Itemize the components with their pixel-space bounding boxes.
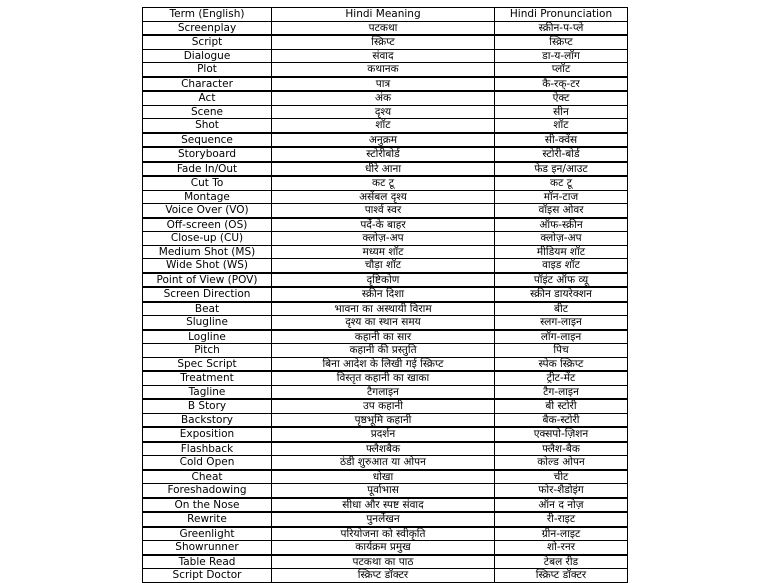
term-english-cell: Exposition: [143, 427, 272, 442]
term-english-cell: Treatment: [143, 371, 272, 385]
hindi-pronunciation-cell: पिच: [495, 344, 628, 358]
term-english-cell: Greenlight: [143, 527, 272, 541]
hindi-meaning-cell: भावना का अस्थायी विराम: [272, 302, 495, 316]
term-english-cell: Backstory: [143, 413, 272, 427]
term-english-cell: Character: [143, 77, 272, 92]
term-english-cell: Fade In/Out: [143, 162, 272, 177]
term-english-cell: Table Read: [143, 555, 272, 569]
table-row: [143, 176, 628, 190]
term-english-cell: Medium Shot (MS): [143, 245, 272, 259]
hindi-meaning-cell: धीरे आना: [272, 162, 495, 177]
hindi-pronunciation-cell: कै-रक्-टर: [495, 77, 628, 92]
table-row: [143, 119, 628, 133]
term-english-cell: Plot: [143, 63, 272, 77]
hindi-meaning-cell: पृष्ठभूमि कहानी: [272, 413, 495, 427]
table-row: [143, 456, 628, 470]
hindi-pronunciation-cell: लॉग-लाइन: [495, 330, 628, 344]
hindi-meaning-cell: दृष्टिकोण: [272, 273, 495, 288]
term-english-cell: Shot: [143, 119, 272, 133]
table-row: [143, 21, 628, 35]
hindi-pronunciation-cell: पॉइंट ऑफ व्यू: [495, 273, 628, 288]
hindi-pronunciation-cell: ऑन द नोज़: [495, 498, 628, 513]
hindi-meaning-cell: टैगलाइन: [272, 385, 495, 399]
term-english-cell: Script Doctor: [143, 569, 272, 583]
hindi-pronunciation-cell: कट टू: [495, 176, 628, 190]
table-row: [143, 413, 628, 427]
hindi-pronunciation-cell: री-राइट: [495, 512, 628, 527]
hindi-meaning-cell: स्क्रिप्ट: [272, 35, 495, 49]
table-header-row: [143, 8, 628, 22]
table-row: [143, 527, 628, 541]
hindi-meaning-cell: शॉट: [272, 119, 495, 133]
header-hindi-pronunciation: Hindi Pronunciation: [495, 8, 628, 22]
hindi-meaning-cell: अंक: [272, 91, 495, 105]
hindi-pronunciation-cell: मॉन-टाज: [495, 190, 628, 204]
hindi-pronunciation-cell: स्क्रिप्ट डॉक्टर: [495, 569, 628, 583]
hindi-meaning-cell: संवाद: [272, 49, 495, 63]
table-row: [143, 218, 628, 232]
hindi-meaning-cell: प्रदर्शन: [272, 427, 495, 442]
table-row: [143, 204, 628, 218]
term-english-cell: Act: [143, 91, 272, 105]
hindi-pronunciation-cell: मीडियम शॉट: [495, 245, 628, 259]
table-row: [143, 498, 628, 513]
table-row: [143, 133, 628, 148]
table-row: [143, 190, 628, 204]
hindi-pronunciation-cell: फ्लैश-बैक: [495, 442, 628, 456]
table-row: [143, 77, 628, 92]
hindi-meaning-cell: विस्तृत कहानी का खाका: [272, 371, 495, 385]
hindi-meaning-cell: पटकथा का पाठ: [272, 555, 495, 569]
hindi-meaning-cell: ठंडी शुरुआत या ओपन: [272, 456, 495, 470]
term-english-cell: Scene: [143, 105, 272, 119]
table-row: [143, 344, 628, 358]
table-row: [143, 316, 628, 330]
table-row: [143, 105, 628, 119]
hindi-meaning-cell: सीधा और स्पष्ट संवाद: [272, 498, 495, 513]
hindi-meaning-cell: पार्श्व स्वर: [272, 204, 495, 218]
hindi-pronunciation-cell: क्लोज़-अप: [495, 232, 628, 246]
term-english-cell: Beat: [143, 302, 272, 316]
hindi-pronunciation-cell: सी-क्वेंस: [495, 133, 628, 148]
term-english-cell: Spec Script: [143, 357, 272, 371]
term-table-container: [142, 7, 628, 583]
table-row: [143, 385, 628, 399]
term-english-cell: Tagline: [143, 385, 272, 399]
hindi-meaning-cell: पात्र: [272, 77, 495, 92]
hindi-pronunciation-cell: स्क्रीन-प-प्ले: [495, 21, 628, 35]
table-row: [143, 555, 628, 569]
hindi-meaning-cell: पटकथा: [272, 21, 495, 35]
header-hindi-meaning: Hindi Meaning: [272, 8, 495, 22]
hindi-meaning-cell: बिना आदेश के लिखी गई स्क्रिप्ट: [272, 357, 495, 371]
hindi-meaning-cell: पर्दे-के बाहर: [272, 218, 495, 232]
hindi-meaning-cell: कट टू: [272, 176, 495, 190]
table-row: [143, 35, 628, 49]
hindi-pronunciation-cell: स्टोरी-बोर्ड: [495, 147, 628, 162]
table-row: [143, 330, 628, 344]
hindi-meaning-cell: परियोजना को स्वीकृति: [272, 527, 495, 541]
hindi-meaning-cell: कार्यक्रम प्रमुख: [272, 541, 495, 555]
term-english-cell: Screenplay: [143, 21, 272, 35]
hindi-pronunciation-cell: फेड इन/आउट: [495, 162, 628, 177]
hindi-meaning-cell: पुनर्लेखन: [272, 512, 495, 527]
hindi-pronunciation-cell: कोल्ड ओपन: [495, 456, 628, 470]
term-english-cell: Sequence: [143, 133, 272, 148]
hindi-pronunciation-cell: वाइड शॉट: [495, 259, 628, 273]
hindi-meaning-cell: पूर्वाभास: [272, 484, 495, 498]
hindi-meaning-cell: अनुक्रम: [272, 133, 495, 148]
term-english-cell: Rewrite: [143, 512, 272, 527]
hindi-meaning-cell: क्लोज़-अप: [272, 232, 495, 246]
term-english-cell: Slugline: [143, 316, 272, 330]
table-row: [143, 232, 628, 246]
hindi-meaning-cell: स्टोरीबोर्ड: [272, 147, 495, 162]
term-english-cell: Cut To: [143, 176, 272, 190]
table-body: [143, 21, 628, 582]
table-row: [143, 287, 628, 302]
table-row: [143, 245, 628, 259]
term-english-cell: Showrunner: [143, 541, 272, 555]
term-english-cell: B Story: [143, 399, 272, 413]
term-english-cell: Wide Shot (WS): [143, 259, 272, 273]
table-row: [143, 541, 628, 555]
hindi-meaning-cell: फ्लैशबैक: [272, 442, 495, 456]
hindi-meaning-cell: चौड़ा शॉट: [272, 259, 495, 273]
table-row: [143, 442, 628, 456]
table-row: [143, 512, 628, 527]
hindi-pronunciation-cell: ऑफ-स्क्रीन: [495, 218, 628, 232]
table-row: [143, 470, 628, 484]
screenwriting-terms-table: [142, 7, 628, 583]
hindi-pronunciation-cell: शो-रनर: [495, 541, 628, 555]
hindi-meaning-cell: कहानी का सार: [272, 330, 495, 344]
hindi-pronunciation-cell: बीट: [495, 302, 628, 316]
table-row: [143, 147, 628, 162]
hindi-pronunciation-cell: बैक-स्टोरी: [495, 413, 628, 427]
hindi-pronunciation-cell: ग्रीन-लाइट: [495, 527, 628, 541]
table-row: [143, 484, 628, 498]
hindi-pronunciation-cell: बी स्टोरी: [495, 399, 628, 413]
hindi-pronunciation-cell: प्लॉट: [495, 63, 628, 77]
hindi-pronunciation-cell: स्क्रिप्ट: [495, 35, 628, 49]
term-english-cell: Screen Direction: [143, 287, 272, 302]
table-row: [143, 357, 628, 371]
table-row: [143, 91, 628, 105]
header-term-english: Term (English): [143, 8, 272, 22]
term-english-cell: Pitch: [143, 344, 272, 358]
hindi-pronunciation-cell: फोर-शैडोइंग: [495, 484, 628, 498]
term-english-cell: On the Nose: [143, 498, 272, 513]
term-english-cell: Storyboard: [143, 147, 272, 162]
table-row: [143, 569, 628, 583]
hindi-meaning-cell: दृश्य का स्थान समय: [272, 316, 495, 330]
table-row: [143, 302, 628, 316]
table-row: [143, 427, 628, 442]
hindi-meaning-cell: स्क्रीन दिशा: [272, 287, 495, 302]
term-english-cell: Off-screen (OS): [143, 218, 272, 232]
hindi-pronunciation-cell: डा-य-लॉग: [495, 49, 628, 63]
hindi-pronunciation-cell: वॉइस ओवर: [495, 204, 628, 218]
term-english-cell: Voice Over (VO): [143, 204, 272, 218]
term-english-cell: Logline: [143, 330, 272, 344]
table-row: [143, 259, 628, 273]
hindi-pronunciation-cell: शॉट: [495, 119, 628, 133]
hindi-meaning-cell: धोखा: [272, 470, 495, 484]
hindi-meaning-cell: दृश्य: [272, 105, 495, 119]
hindi-pronunciation-cell: ऐक्ट: [495, 91, 628, 105]
term-english-cell: Foreshadowing: [143, 484, 272, 498]
hindi-pronunciation-cell: स्लग-लाइन: [495, 316, 628, 330]
hindi-pronunciation-cell: सीन: [495, 105, 628, 119]
term-english-cell: Flashback: [143, 442, 272, 456]
term-english-cell: Cold Open: [143, 456, 272, 470]
hindi-pronunciation-cell: टैग-लाइन: [495, 385, 628, 399]
hindi-meaning-cell: उप कहानी: [272, 399, 495, 413]
term-english-cell: Close-up (CU): [143, 232, 272, 246]
term-english-cell: Point of View (POV): [143, 273, 272, 288]
hindi-meaning-cell: कहानी की प्रस्तुति: [272, 344, 495, 358]
table-row: [143, 399, 628, 413]
table-row: [143, 273, 628, 288]
term-english-cell: Dialogue: [143, 49, 272, 63]
table-row: [143, 49, 628, 63]
term-english-cell: Script: [143, 35, 272, 49]
hindi-pronunciation-cell: टेबल रीड: [495, 555, 628, 569]
hindi-meaning-cell: असेंबल दृश्य: [272, 190, 495, 204]
hindi-pronunciation-cell: ट्रीट-मेंट: [495, 371, 628, 385]
table-row: [143, 162, 628, 177]
hindi-pronunciation-cell: एक्सपो-ज़िशन: [495, 427, 628, 442]
term-english-cell: Cheat: [143, 470, 272, 484]
table-row: [143, 63, 628, 77]
hindi-meaning-cell: कथानक: [272, 63, 495, 77]
hindi-pronunciation-cell: स्क्रीन डायरेक्शन: [495, 287, 628, 302]
hindi-meaning-cell: मध्यम शॉट: [272, 245, 495, 259]
table-row: [143, 371, 628, 385]
hindi-pronunciation-cell: स्पेक स्क्रिप्ट: [495, 357, 628, 371]
term-english-cell: Montage: [143, 190, 272, 204]
hindi-pronunciation-cell: चीट: [495, 470, 628, 484]
hindi-meaning-cell: स्क्रिप्ट डॉक्टर: [272, 569, 495, 583]
